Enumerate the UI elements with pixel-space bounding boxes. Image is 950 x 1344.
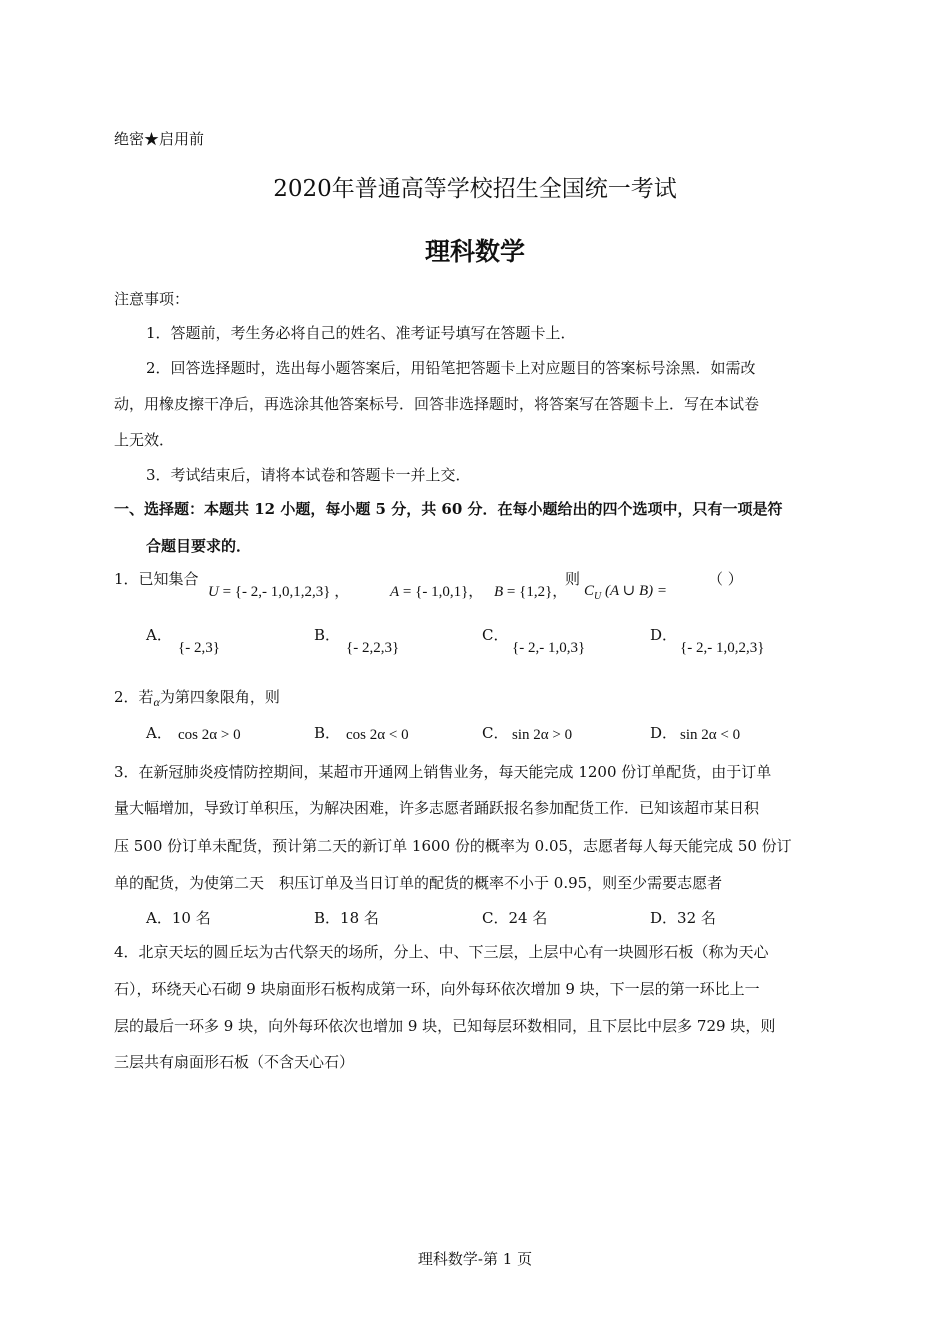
complement-subscript: U (594, 591, 602, 602)
exam-subject: 理科数学 (424, 237, 525, 266)
notice-item-2-line-2: 动，用橡皮擦干净后，再选涂其他答案标号．回答非选择题时，将答案写在答题卡上．写在本试卷 (114, 395, 760, 413)
page-footer: 理科数学-第 1 页 (417, 1250, 533, 1268)
exam-title: 2020年普通高等学校招生全国统一考试 (273, 176, 677, 202)
q3-option-c-letter: C． (482, 909, 509, 927)
notice-heading: 注意事项： (114, 290, 190, 308)
question-2-prefix: 2．若 (114, 688, 154, 706)
q3-option-d-letter: D． (650, 909, 678, 927)
set-b-symbol: B (494, 584, 504, 600)
q3-option-d (650, 907, 716, 928)
q2-option-b-value: cos 2α < 0 (346, 727, 409, 743)
question-1-prefix: 1．已知集合 (114, 570, 199, 588)
set-a-symbol: A (390, 584, 400, 600)
q3-option-b (314, 907, 379, 928)
q1-option-a-letter: A． (146, 626, 172, 644)
q2-option-b-letter: B． (314, 724, 341, 742)
confidential-label: 绝密★启用前 (114, 130, 205, 148)
q2-option-c-letter: C． (482, 724, 509, 742)
question-2-alpha: α (153, 695, 160, 709)
set-a-value: = {- 1,0,1}， (399, 584, 484, 600)
q3-option-b-value: 18 名 (340, 909, 379, 927)
q1-option-b-letter: B． (314, 626, 341, 644)
set-u-symbol: U (208, 584, 219, 600)
question-3-line-4: 单的配货，为使第二天 积压订单及当日订单的配货的概率不小于 0.95，则至少需要志愿者 (114, 874, 723, 892)
section-heading-line-2: 合题目要求的． (146, 537, 252, 555)
q1-option-a-value: {- 2,3} (178, 640, 220, 656)
question-1-set-b (494, 580, 567, 601)
q3-option-c (482, 907, 547, 928)
question-3-line-3: 压 500 份订单未配货，预计第二天的新订单 1600 份的概率为 0.05，志愿者每人每天能完成 50 份订 (114, 837, 792, 855)
q3-option-a-value: 10 名 (171, 909, 211, 927)
complement-expression: (A ∪ B) = (605, 583, 667, 599)
q3-option-d-value: 32 名 (677, 909, 716, 927)
set-b-value: = {1,2}， (503, 584, 568, 600)
section-heading-line-1: 一、选择题：本题共 12 小题，每小题 5 分，共 60 分．在每小题给出的四个选项中，只有一项是符 (114, 500, 783, 518)
set-u-value: = {- 2,- 1,0,1,2,3} ， (218, 584, 350, 600)
q1-option-b-value: {- 2,2,3} (346, 640, 400, 656)
question-3-line-1: 3．在新冠肺炎疫情防控期间，某超市开通网上销售业务，每天能完成 1200 份订单配货，由于订单 (114, 763, 772, 781)
q3-option-a-letter: A． (146, 909, 172, 927)
notice-item-2-line-3: 上无效． (114, 431, 175, 449)
question-2-suffix: 为第四象限角，则 (159, 688, 280, 706)
q2-option-d-letter: D． (650, 724, 678, 742)
q1-option-d-value: {- 2,- 1,0,2,3} (680, 640, 765, 656)
q2-option-d-value: sin 2α < 0 (680, 727, 741, 743)
notice-item-1: 1．答题前，考生务必将自己的姓名、准考证号填写在答题卡上． (146, 324, 576, 342)
question-1-then: 则 (565, 570, 581, 588)
q2-option-a-value: cos 2α > 0 (178, 727, 241, 743)
question-4-line-4: 三层共有扇面形石板（不含天心石） (114, 1053, 355, 1071)
question-1-set-u (208, 580, 349, 601)
notice-item-3: 3．考试结束后，请将本试卷和答题卡一并上交． (146, 466, 471, 484)
q3-option-b-letter: B． (314, 909, 341, 927)
question-3-line-2: 量大幅增加，导致订单积压，为解决困难，许多志愿者踊跃报名参加配货工作．已知该超市某日积 (114, 799, 760, 817)
question-4-line-2: 石），环绕天心石砌 9 块扇面形石板构成第一环，向外每环依次增加 9 块，下一层的第一环比上一 (114, 980, 760, 998)
q2-option-c-value: sin 2α > 0 (512, 727, 573, 743)
q3-option-c-value: 24 名 (508, 909, 548, 927)
question-1-answer-blank: （ ） (708, 570, 743, 588)
notice-item-2-line-1: 2．回答选择题时，选出每小题答案后，用铅笔把答题卡上对应题目的答案标号涂黑．如需改 (146, 359, 756, 377)
q1-option-c-value: {- 2,- 1,0,3} (512, 640, 586, 656)
question-1-set-a (390, 580, 483, 601)
question-4-line-1: 4．北京天坛的圆丘坛为古代祭天的场所，分上、中、下三层，上层中心有一块圆形石板（称为天心 (114, 943, 769, 961)
question-2-stem (114, 686, 280, 707)
q3-option-a (146, 907, 211, 928)
q1-option-d-letter: D． (650, 626, 678, 644)
q1-option-c-letter: C． (482, 626, 509, 644)
question-1-complement (584, 581, 667, 602)
question-4-line-3: 层的最后一环多 9 块，向外每环依次也增加 9 块，已知每层环数相同，且下层比中层多 729 块，则 (114, 1017, 776, 1035)
q2-option-a-letter: A． (146, 724, 172, 742)
complement-symbol: C (584, 583, 595, 599)
